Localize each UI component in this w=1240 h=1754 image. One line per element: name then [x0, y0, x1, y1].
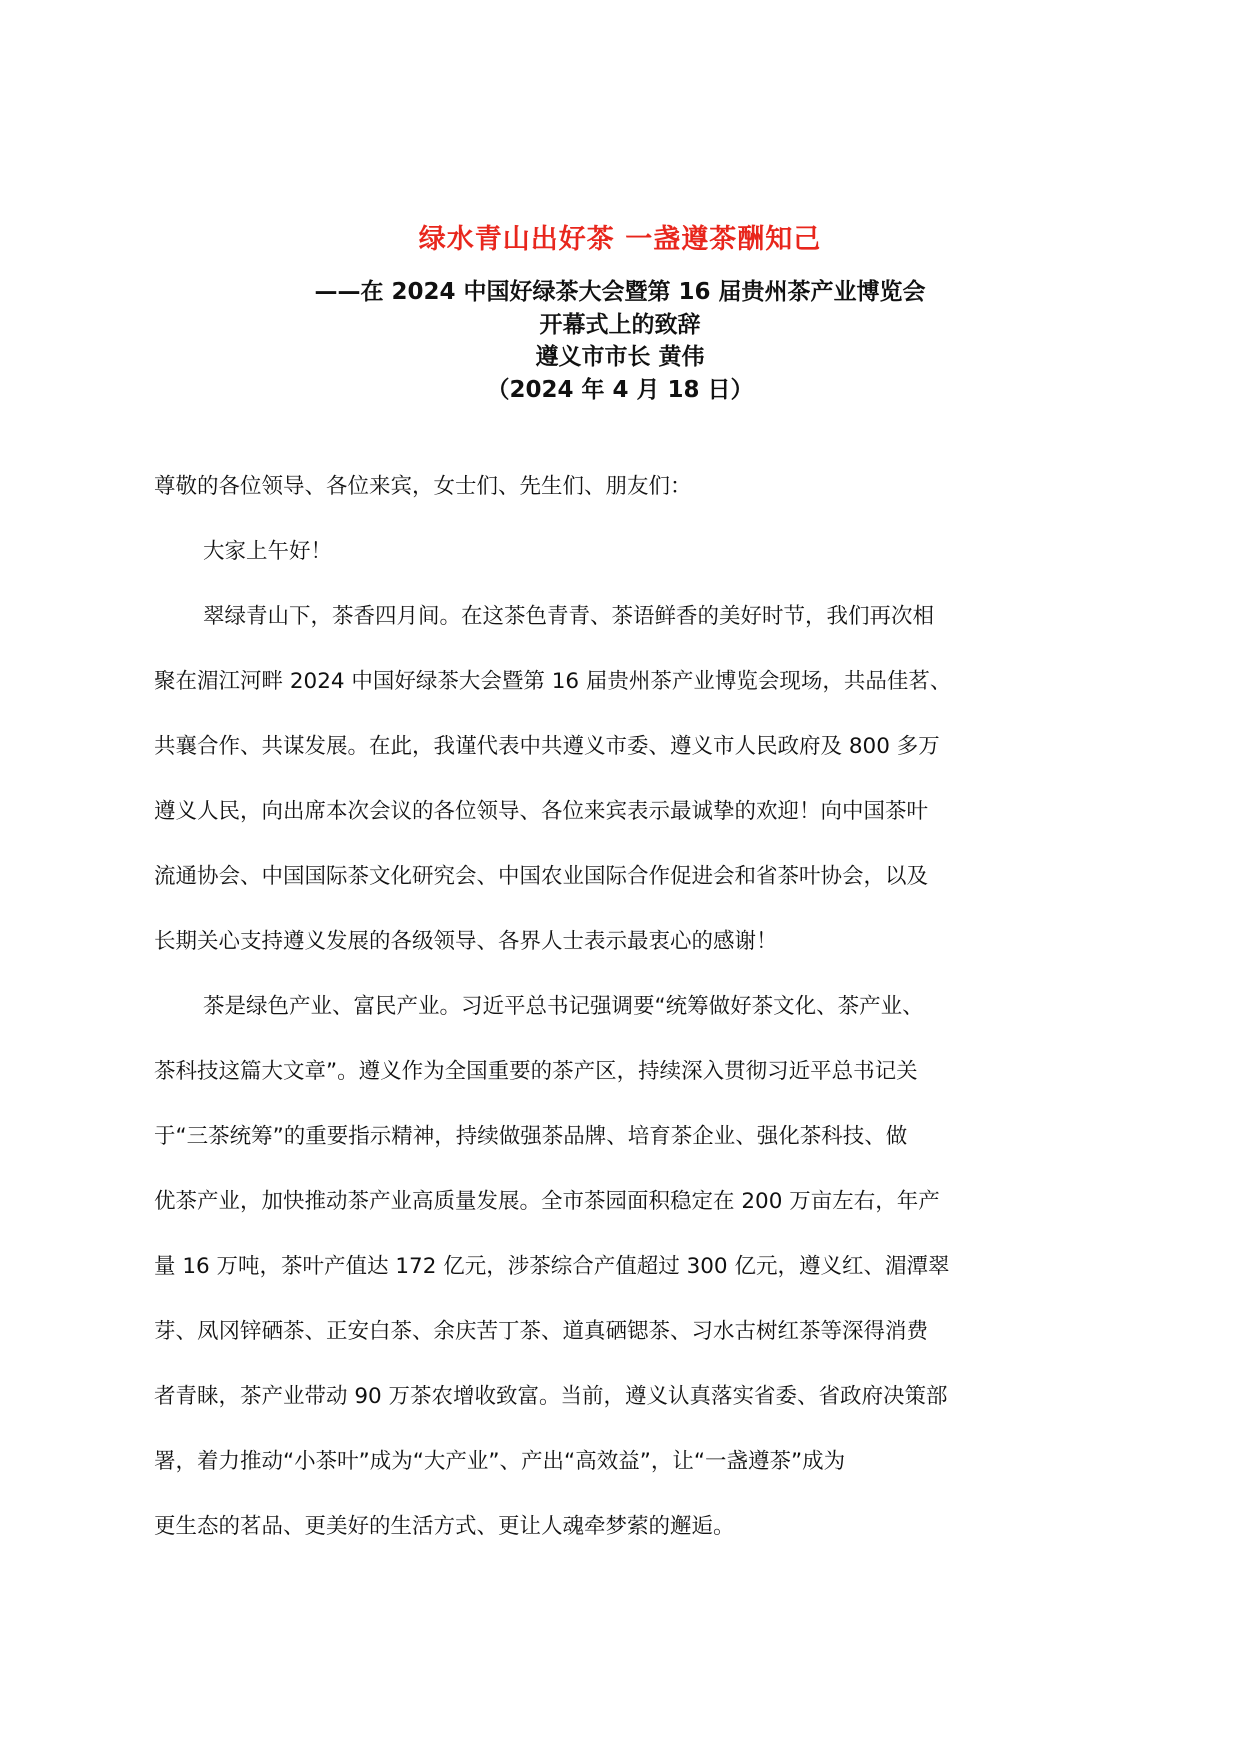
paragraph-line: 流通协会、中国国际茶文化研究会、中国农业国际合作促进会和省茶叶协会，以及 [154, 864, 929, 889]
paragraph-line: 遵义人民，向出席本次会议的各位领导、各位来宾表示最诚挚的欢迎！向中国茶叶 [154, 799, 929, 824]
salutation-text: 尊敬的各位领导、各位来宾，女士们、先生们、朋友们： [154, 474, 692, 499]
paragraph-line: 者青睐，茶产业带动 90 万茶农增收致富。当前，遵义认真落实省委、省政府决策部 [154, 1384, 948, 1409]
document-title: 绿水青山出好茶 一盏遵茶酬知己 [418, 224, 822, 255]
paragraph-tea-industry [154, 974, 1074, 1559]
paragraph-line: 茶是绿色产业、富民产业。习近平总书记强调要“统筹做好茶文化、茶产业、 [203, 994, 924, 1019]
paragraph-line: 共襄合作、共谋发展。在此，我谨代表中共遵义市委、遵义市人民政府及 800 多万 [154, 734, 940, 759]
paragraph-line: 于“三茶统筹”的重要指示精神，持续做强茶品牌、培育茶企业、强化茶科技、做 [154, 1124, 908, 1149]
subtitle-block [0, 276, 1240, 406]
paragraph-line: 长期关心支持遵义发展的各级领导、各界人士表示最衷心的感谢！ [154, 929, 778, 954]
paragraph-line: 聚在湄江河畔 2024 中国好绿茶大会暨第 16 届贵州茶产业博览会现场，共品佳茗、 [154, 669, 952, 694]
speech-body [154, 454, 1074, 1559]
salutation [154, 454, 1074, 519]
paragraph-line: 优茶产业，加快推动茶产业高质量发展。全市茶园面积稳定在 200 万亩左右，年产 [154, 1189, 940, 1214]
subtitle-date-line: （2024 年 4 月 18 日） [486, 376, 754, 403]
paragraph-line: 茶科技这篇大文章”。遵义作为全国重要的茶产区，持续深入贯彻习近平总书记关 [154, 1059, 918, 1084]
paragraph-line: 量 16 万吨，茶叶产值达 172 亿元，涉茶综合产值超过 300 亿元，遵义红、湄潭翠 [154, 1254, 950, 1279]
subtitle-event-line: ——在 2024 中国好绿茶大会暨第 16 届贵州茶产业博览会 [314, 279, 926, 305]
paragraph-line: 翠绿青山下，茶香四月间。在这茶色青青、茶语鲜香的美好时节，我们再次相 [203, 604, 935, 629]
paragraph-line: 署，着力推动“小茶叶”成为“大产业”、产出“高效益”，让“一盏遵茶”成为 [154, 1449, 846, 1474]
greeting-text: 大家上午好！ [203, 539, 333, 564]
paragraph-line: 芽、凤冈锌硒茶、正安白茶、余庆苦丁茶、道真硒锶茶、习水古树红茶等深得消费 [154, 1319, 929, 1344]
subtitle-occasion-line: 开幕式上的致辞 [539, 311, 701, 338]
paragraph-welcome [154, 584, 1074, 974]
greeting [154, 519, 1074, 584]
subtitle-speaker-line: 遵义市市长 黄伟 [535, 344, 705, 370]
paragraph-line: 更生态的茗品、更美好的生活方式、更让人魂牵梦萦的邂逅。 [154, 1514, 735, 1539]
